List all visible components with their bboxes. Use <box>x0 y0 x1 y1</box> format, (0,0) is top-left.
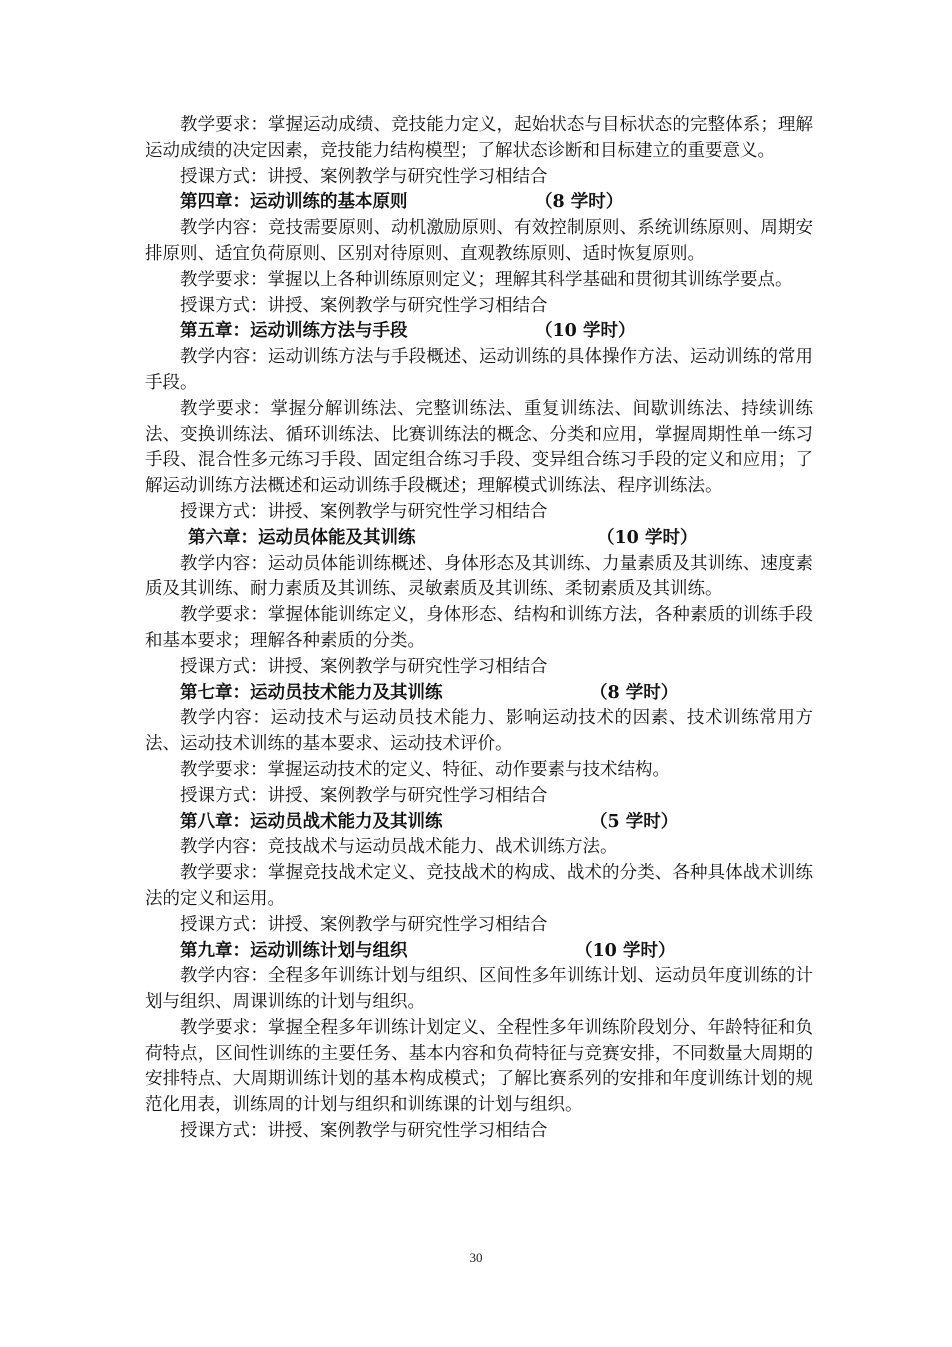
chapter-heading-8 <box>145 810 813 836</box>
chapter-hours: （8 学时） <box>590 682 679 703</box>
paragraph-requirements-ch4: 教学要求：掌握以上各种训练原则定义；理解其科学基础和贯彻其训练学要点。 <box>180 269 793 290</box>
chapter-hours: （10 学时） <box>597 527 698 548</box>
page-number: 30 <box>469 1250 483 1265</box>
chapter-heading-7 <box>145 681 813 707</box>
chapter-hours: （10 学时） <box>535 321 636 342</box>
chapter-title: 第五章：运动训练方法与手段 <box>180 321 408 342</box>
paragraph-requirements-ch5: 教学要求：掌握分解训练法、完整训练法、重复训练法、间歇训练法、持续训练法、变换训练法、循环训练法、比赛训练法的概念、分类和应用，掌握周期性单一练习手段、混合性多元练习手段、固定组合练习手段、变异组合练习手段的定义和应用；了解运动训练方法概述和运动训练手段概述；理解模式训练法、程序训练法。 <box>145 398 813 497</box>
paragraph-content-ch8: 教学内容：竞技战术与运动员战术能力、战术训练方法。 <box>180 837 618 858</box>
chapter-heading-6 <box>145 526 813 552</box>
paragraph-content-ch7: 教学内容：运动技术与运动员技术能力、影响运动技术的因素、技术训练常用方法、运动技术训练的基本要求、运动技术评价。 <box>145 708 813 755</box>
paragraph-content-ch6: 教学内容：运动员体能训练概述、身体形态及其训练、力量素质及其训练、速度素质及其训练、耐力素质及其训练、灵敏素质及其训练、柔韧素质及其训练。 <box>145 553 813 600</box>
chapter-title: 第八章：运动员战术能力及其训练 <box>180 811 443 832</box>
paragraph-requirements-ch7: 教学要求：掌握运动技术的定义、特征、动作要素与技术结构。 <box>180 759 670 780</box>
paragraph-teaching-method: 授课方式：讲授、案例教学与研究性学习相结合 <box>180 501 548 522</box>
chapter-title: 第四章：运动训练的基本原则 <box>180 192 408 213</box>
chapter-hours: （8 学时） <box>535 192 624 213</box>
paragraph-teaching-method: 授课方式：讲授、案例教学与研究性学习相结合 <box>180 785 548 806</box>
paragraph-content-ch4: 教学内容：竞技需要原则、动机激励原则、有效控制原则、系统训练原则、周期安排原则、适宜负荷原则、区别对待原则、直观教练原则、适时恢复原则。 <box>145 218 813 264</box>
chapter-hours: （5 学时） <box>590 811 679 832</box>
paragraph-teaching-method: 授课方式：讲授、案例教学与研究性学习相结合 <box>180 914 548 935</box>
paragraph-requirements-ch8: 教学要求：掌握竞技战术定义、竞技战术的构成、战术的分类、各种具体战术训练法的定义和运用。 <box>145 863 813 909</box>
paragraph-content-ch9: 教学内容：全程多年训练计划与组织、区间性多年训练计划、运动员年度训练的计划与组织、周课训练的计划与组织。 <box>145 966 813 1013</box>
paragraph-requirements-ch9: 教学要求：掌握全程多年训练计划定义、全程性多年训练阶段划分、年龄特征和负荷特点，区间性训练的主要任务、基本内容和负荷特征与竞赛安排，不同数量大周期的安排特点、大周期训练计划的基本构成模式；了解比赛系列的安排和年度训练计划的规范化用表，训练周的计划与组织和训练课的计划与组织。 <box>145 1017 813 1116</box>
chapter-heading-9 <box>145 939 813 965</box>
document-body <box>145 113 813 1145</box>
chapter-title: 第六章：运动员体能及其训练 <box>188 527 416 548</box>
chapter-heading-4 <box>145 190 813 216</box>
paragraph-teaching-method: 授课方式：讲授、案例教学与研究性学习相结合 <box>180 166 548 187</box>
paragraph-teaching-method: 授课方式：讲授、案例教学与研究性学习相结合 <box>180 1121 548 1142</box>
paragraph-requirements-ch6: 教学要求：掌握体能训练定义，身体形态、结构和训练方法，各种素质的训练手段和基本要求；理解各种素质的分类。 <box>145 605 813 651</box>
chapter-title: 第七章：运动员技术能力及其训练 <box>180 682 443 703</box>
paragraph-teaching-method: 授课方式：讲授、案例教学与研究性学习相结合 <box>180 656 548 677</box>
chapter-heading-5 <box>145 319 813 345</box>
chapter-title: 第九章：运动训练计划与组织 <box>180 940 408 961</box>
paragraph-content-ch5: 教学内容：运动训练方法与手段概述、运动训练的具体操作方法、运动训练的常用手段。 <box>145 347 813 393</box>
paragraph-requirements-ch3: 教学要求：掌握运动成绩、竞技能力定义，起始状态与目标状态的完整体系；理解运动成绩的决定因素，竞技能力结构模型；了解状态诊断和目标建立的重要意义。 <box>145 115 813 161</box>
chapter-hours: （10 学时） <box>575 940 676 961</box>
paragraph-teaching-method: 授课方式：讲授、案例教学与研究性学习相结合 <box>180 295 548 316</box>
